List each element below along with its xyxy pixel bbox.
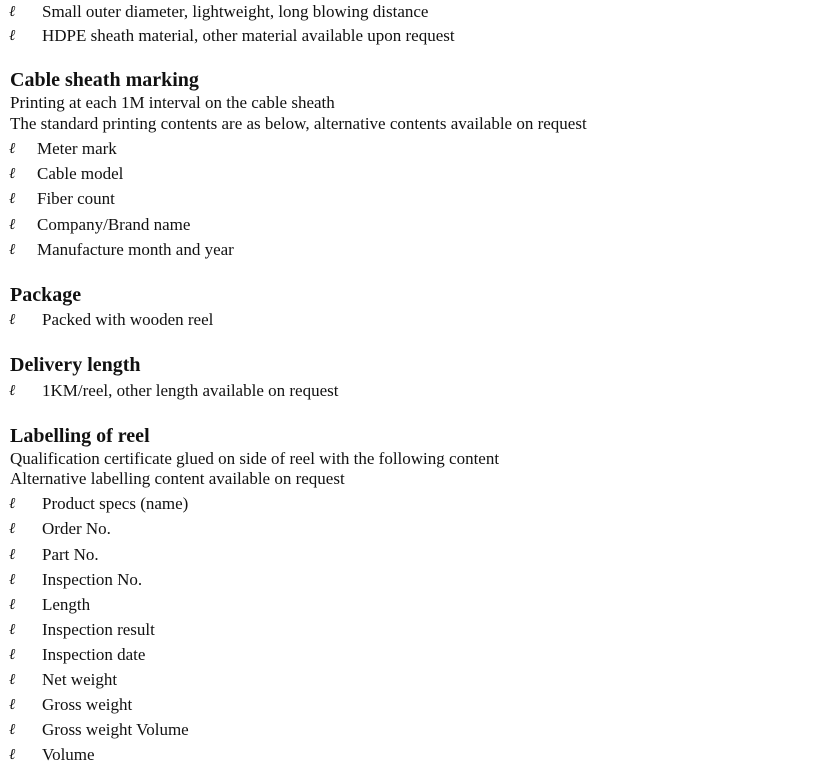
bullet-icon: ℓ — [9, 496, 16, 512]
list-item-text: Part No. — [42, 545, 99, 564]
bullet-icon: ℓ — [9, 622, 16, 638]
list-item-text: HDPE sheath material, other material available upon request — [42, 26, 455, 45]
bullet-icon: ℓ — [9, 647, 16, 663]
bullet-icon: ℓ — [9, 521, 16, 537]
bullet-icon: ℓ — [9, 166, 16, 182]
list-item-text: 1KM/reel, other length available on request — [42, 381, 339, 400]
list-item-text: Net weight — [42, 670, 118, 689]
list-item-text: Order No. — [42, 519, 111, 538]
bullet-icon: ℓ — [9, 697, 16, 713]
bullet-icon: ℓ — [9, 312, 16, 328]
bullet-icon: ℓ — [9, 597, 16, 613]
labelling-paragraph: Qualification certificate glued on side of reel with the following content — [10, 449, 500, 468]
section-heading-labelling: Labelling of reel — [10, 425, 150, 447]
list-item-text: Small outer diameter, lightweight, long blowing distance — [42, 2, 429, 21]
list-item-text: Cable model — [37, 164, 124, 183]
bullet-icon: ℓ — [9, 672, 16, 688]
list-item-text: Company/Brand name — [37, 215, 191, 234]
section-heading-sheath-marking: Cable sheath marking — [10, 69, 199, 91]
bullet-icon: ℓ — [9, 242, 16, 258]
list-item-text: Manufacture month and year — [37, 240, 234, 259]
list-item-text: Inspection date — [42, 645, 146, 664]
list-item-text: Gross weight — [42, 695, 133, 714]
list-item-text: Length — [42, 595, 91, 614]
list-item-text: Fiber count — [37, 189, 115, 208]
bullet-icon: ℓ — [9, 547, 16, 563]
bullet-icon: ℓ — [9, 572, 16, 588]
bullet-icon: ℓ — [9, 28, 16, 44]
sheath-marking-paragraph: The standard printing contents are as below, alternative contents available on request — [10, 114, 587, 133]
list-item-text: Packed with wooden reel — [42, 310, 214, 329]
bullet-icon: ℓ — [9, 4, 16, 20]
section-heading-delivery-length: Delivery length — [10, 354, 141, 376]
bullet-icon: ℓ — [9, 141, 16, 157]
list-item-text: Volume — [42, 745, 95, 764]
bullet-icon: ℓ — [9, 191, 16, 207]
section-heading-package: Package — [10, 284, 82, 306]
list-item-text: Inspection No. — [42, 570, 143, 589]
list-item-text: Product specs (name) — [42, 494, 189, 513]
bullet-icon: ℓ — [9, 217, 16, 233]
bullet-icon: ℓ — [9, 383, 16, 399]
sheath-marking-paragraph: Printing at each 1M interval on the cable sheath — [10, 93, 335, 112]
list-item-text: Meter mark — [37, 139, 117, 158]
bullet-icon: ℓ — [9, 722, 16, 738]
list-item-text: Gross weight Volume — [42, 720, 189, 739]
bullet-icon: ℓ — [9, 747, 16, 763]
labelling-paragraph: Alternative labelling content available on request — [10, 469, 345, 488]
list-item-text: Inspection result — [42, 620, 155, 639]
